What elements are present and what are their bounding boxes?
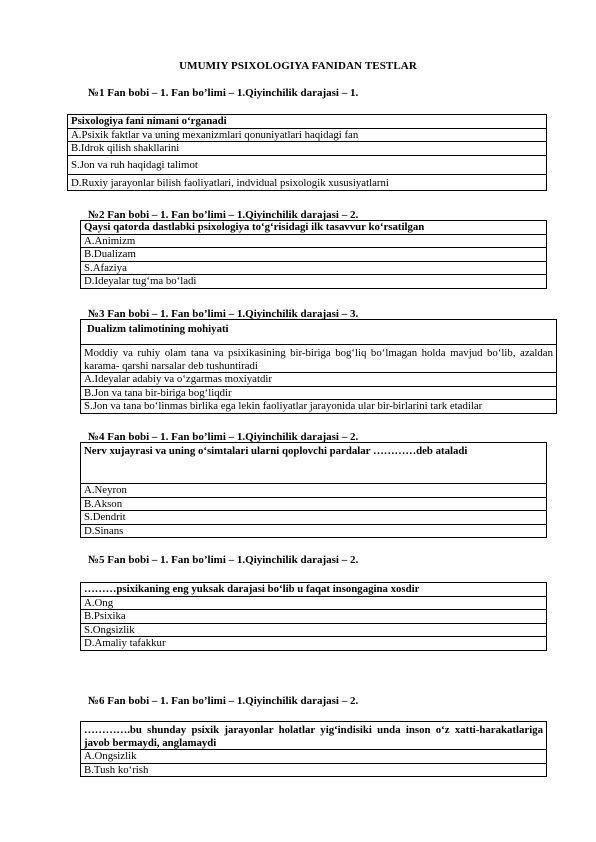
question-6-table [80, 721, 547, 777]
question-6-option-b: B.Tush ko‘rish [81, 763, 547, 777]
question-1-header: №1 Fan bobi – 1. Fan bo’limi – 1.Qiyinchilik darajasi – 1. [88, 87, 359, 99]
question-2-table [80, 220, 547, 289]
question-1-table [67, 114, 547, 191]
question-3-header: №3 Fan bobi – 1. Fan bo’limi – 1.Qiyinchilik darajasi – 3. [88, 308, 359, 320]
question-1-option-a: A.Psixik faktlar va uning mexanizmlari qonuniyatlari haqidagi fan [68, 128, 547, 142]
question-6-header: №6 Fan bobi – 1. Fan bo’limi – 1.Qiyinchilik darajasi – 2. [88, 695, 359, 707]
question-3-option-1: Moddiy va ruhiy olam tana va psixikasining bir-biriga bog‘liq bo‘lmagan holda mavjud bo‘lib, azaldan karama- qarshi narsalar deb tushuntiradi [81, 345, 557, 373]
question-1-option-d: D.Ruxiy jarayonlar bilish faoliyatlari, indvidual psixologik xususiyatlarni [68, 174, 547, 190]
question-6-text: ………….bu shunday psixik jarayonlar holatlar yig‘indisiki unda inson o‘z xatti-harakatlariga javob bermaydi, anglamaydi [81, 722, 547, 750]
question-3-option-b: B.Jon va tana bir-biriga bog‘liqdir [81, 386, 557, 400]
question-4-table [80, 442, 547, 538]
question-6-option-a: A.Ongsizlik [81, 750, 547, 764]
question-2-option-b: B.Dualizam [81, 248, 547, 262]
question-3-text-cell [81, 320, 557, 345]
question-5-header: №5 Fan bobi – 1. Fan bo’limi – 1.Qiyinchilik darajasi – 2. [88, 554, 359, 566]
question-5-table [80, 582, 547, 651]
question-1-option-c: S.Jon va ruh haqidagi talimot [68, 155, 547, 174]
question-4-text: Nerv xujayrasi va uning o‘simtalari ularni qoplovchi pardalar …………deb ataladi [81, 443, 547, 484]
question-4-header: №4 Fan bobi – 1. Fan bo’limi – 1.Qiyinchilik darajasi – 2. [88, 431, 359, 443]
question-4-option-b: B.Akson [81, 497, 547, 511]
question-5-text: ………psixikaning eng yuksak darajasi bo‘lib u faqat insongagina xosdir [81, 583, 547, 597]
question-3-option-c: S.Jon va tana bo‘linmas birlika ega lekin faoliyatlar jarayonida ular bir-birlarini tark etadilar [81, 400, 557, 414]
question-5-option-a: A.Ong [81, 596, 547, 610]
question-4-option-d: D.Sinans [81, 524, 547, 538]
question-3-text: Dualizm talimotining mohiyati [87, 323, 229, 335]
question-1-text: Psixologiya fani nimani o‘rganadi [68, 115, 547, 129]
question-4-option-c: S.Dendrit [81, 511, 547, 525]
question-2-text: Qaysi qatorda dastlabki psixologiya to‘g‘risidagi ilk tasavvur ko‘rsatilgan [81, 221, 547, 235]
question-2-header: №2 Fan bobi – 1. Fan bo’limi – 1.Qiyinchilik darajasi – 2. [88, 209, 359, 221]
question-2-option-c: S.Afaziya [81, 261, 547, 275]
question-5-option-b: B.Psixika [81, 610, 547, 624]
question-4-option-a: A.Neyron [81, 484, 547, 498]
page-title: UMUMIY PSIXOLOGIYA FANIDAN TESTLAR [179, 60, 417, 72]
question-2-option-a: A.Animizm [81, 234, 547, 248]
question-3-table [80, 319, 557, 414]
question-5-option-c: S.Ongsizlik [81, 623, 547, 637]
question-5-option-d: D.Amaliy tafakkur [81, 637, 547, 651]
question-1-option-b: B.Idrok qilish shakllarini [68, 142, 547, 156]
question-3-option-a: A.Ideyalar adabiy va o‘zgarmas moxiyatdir [81, 373, 557, 387]
question-2-option-d: D.Ideyalar tug‘ma bo‘ladi [81, 275, 547, 289]
